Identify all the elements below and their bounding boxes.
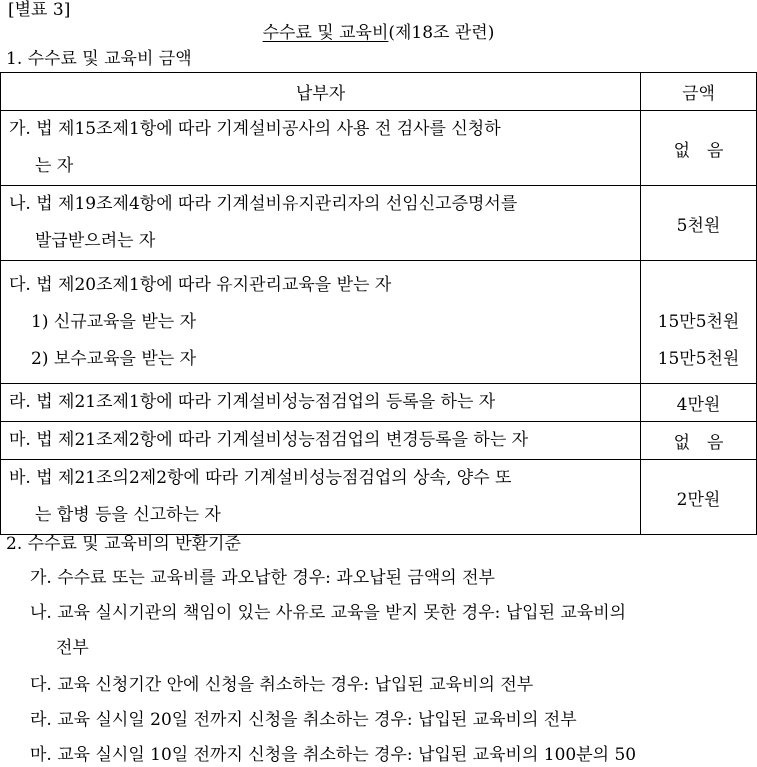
payer-text-continued: 발급받으려는 자 (35, 231, 156, 251)
payer-cell (1, 111, 641, 186)
table-row (1, 261, 757, 384)
table-row (1, 460, 757, 535)
payer-text-continued: 는 합병 등을 신고하는 자 (35, 505, 221, 525)
payer-text: 바. 법 제21조의2제2항에 따라 기계설비성능점검업의 상속, 양수 또 (9, 468, 512, 488)
section2-heading: 2. 수수료 및 교육비의 반환기준 (6, 534, 241, 554)
payer-text: 마. 법 제21조제2항에 따라 기계설비성능점검업의 변경등록을 하는 자 (9, 430, 529, 450)
table-row (1, 384, 757, 422)
table-row (1, 422, 757, 460)
title-suffix: (제18조 관련) (388, 23, 495, 43)
refund-item: 마. 교육 실시일 10일 전까지 신청을 취소하는 경우: 납입된 교육비의 100분의 50 (30, 745, 637, 765)
table-row (1, 186, 757, 261)
payer-cell (1, 186, 641, 261)
document-title (0, 25, 757, 42)
payer-text: 나. 법 제19조제4항에 따라 기계설비유지관리자의 선임신고증명서를 (9, 194, 518, 214)
payer-text: 다. 법 제20조제1항에 따라 유지관리교육을 받는 자 (9, 274, 392, 295)
amount-refresher-training: 15만5천원 (657, 348, 740, 369)
payer-cell (1, 384, 641, 422)
amount-cell: 4만원 (641, 384, 757, 422)
amount-new-training: 15만5천원 (657, 311, 740, 332)
refund-item: 다. 교육 신청기간 안에 신청을 취소하는 경우: 납입된 교육비의 전부 (30, 675, 534, 695)
payer-text-continued: 는 자 (35, 156, 74, 176)
fee-table (0, 72, 757, 535)
table-header-row (1, 73, 757, 111)
column-header-amount: 금액 (641, 73, 757, 111)
sub-item-refresher-training: 2) 보수교육을 받는 자 (31, 348, 197, 369)
section1-heading: 1. 수수료 및 교육비 금액 (6, 49, 192, 69)
refund-item: 가. 수수료 또는 교육비를 과오납한 경우: 과오납된 금액의 전부 (30, 568, 495, 588)
amount-cell: 없 음 (641, 111, 757, 186)
annex-label: [별표 3] (8, 0, 71, 20)
refund-item-continued: 전부 (56, 638, 89, 658)
payer-text: 가. 법 제15조제1항에 따라 기계설비공사의 사용 전 검사를 신청하 (9, 119, 501, 139)
payer-cell (1, 422, 641, 460)
title-main: 수수료 및 교육비 (262, 23, 389, 43)
payer-cell (1, 460, 641, 535)
amount-cell: 2만원 (641, 460, 757, 535)
payer-cell (1, 261, 641, 384)
amount-cell (641, 261, 757, 384)
refund-item: 라. 교육 실시일 20일 전까지 신청을 취소하는 경우: 납입된 교육비의 전부 (30, 710, 577, 730)
amount-cell: 5천원 (641, 186, 757, 261)
table-row (1, 111, 757, 186)
payer-text: 라. 법 제21조제1항에 따라 기계설비성능점검업의 등록을 하는 자 (9, 392, 496, 412)
sub-item-new-training: 1) 신규교육을 받는 자 (31, 311, 197, 332)
amount-cell: 없 음 (641, 422, 757, 460)
column-header-payer: 납부자 (1, 73, 641, 111)
refund-item: 나. 교육 실시기관의 책임이 있는 사유로 교육을 받지 못한 경우: 납입된 교육비의 (30, 603, 627, 623)
